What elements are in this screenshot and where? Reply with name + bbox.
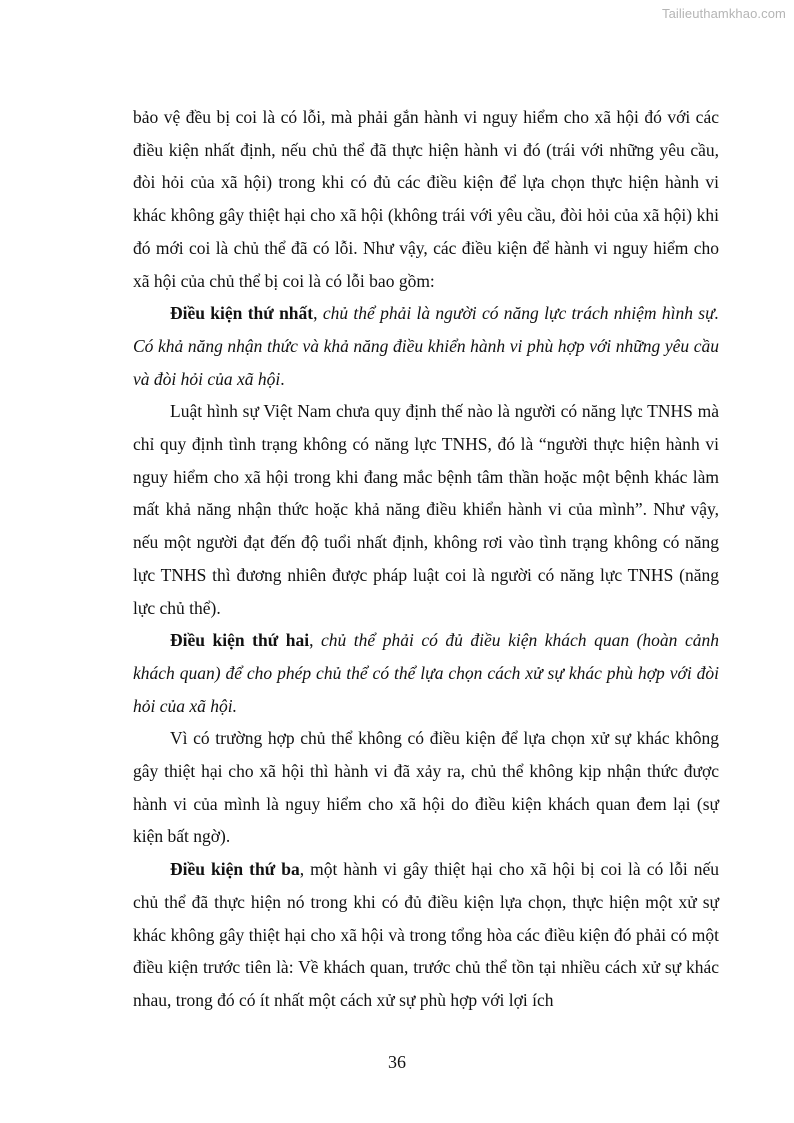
- condition-1-separator: ,: [313, 303, 323, 324]
- condition-1-heading: Điều kiện thứ nhất: [170, 303, 314, 324]
- paragraph-condition-3: [133, 853, 719, 1017]
- condition-1-text: chủ thể phải là người có năng lực trách nhiệm hình sự. Có khả năng nhận thức và khả năng điều khiển hành vi phù hợp với những yêu cầu và đòi hỏi của xã hội: [133, 303, 720, 389]
- paragraph-unexpected-event: Vì có trường hợp chủ thể không có điều kiện để lựa chọn xử sự khác không gây thiệt hại cho xã hội thì hành vi đã xảy ra, chủ thể không kịp nhận thức được hành vi của mình là nguy hiểm cho xã hội do điều kiện khách quan đem lại (sự kiện bất ngờ).: [133, 728, 719, 847]
- watermark: Tailieuthamkhao.com: [661, 6, 786, 21]
- paragraph-tnhs: Luật hình sự Việt Nam chưa quy định thế nào là người có năng lực TNHS mà chỉ quy định tình trạng không có năng lực TNHS, đó là “người thực hiện hành vi nguy hiểm cho xã hội trong khi đang mắc bệnh tâm thần hoặc một bệnh khác làm mất khả năng nhận thức hoặc khả năng điều khiển hành vi của mình”. Như vậy, nếu một người đạt đến độ tuổi nhất định, không rơi vào tình trạng không có năng lực TNHS thì đương nhiên được pháp luật coi là người có năng lực TNHS (năng lực chủ thể).: [133, 401, 719, 618]
- document-body: [133, 101, 719, 1017]
- page-number: 36: [388, 1052, 406, 1072]
- condition-3-heading: Điều kiện thứ ba: [170, 859, 300, 880]
- paragraph-intro: bảo vệ đều bị coi là có lỗi, mà phải gắn hành vi nguy hiểm cho xã hội đó với các điều kiện nhất định, nếu chủ thể đã thực hiện hành vi đó (trái với những yêu cầu, đòi hỏi của xã hội) trong khi có đủ các điều kiện để lựa chọn thực hiện hành vi khác không gây thiệt hại cho xã hội (không trái với yêu cầu, đòi hỏi của xã hội) khi đó mới coi là chủ thể đã có lỗi. Như vậy, các điều kiện để hành vi nguy hiểm cho xã hội của chủ thể bị coi là có lỗi bao gồm:: [133, 107, 719, 291]
- condition-2-heading: Điều kiện thứ hai: [170, 630, 310, 651]
- condition-2-separator: ,: [309, 630, 321, 651]
- condition-1-end: .: [280, 368, 285, 389]
- condition-2-text: chủ thể phải có đủ điều kiện khách quan (hoàn cảnh khách quan) để cho phép chủ thể có thể lựa chọn cách xử sự khác phù hợp với đòi hỏi của xã hội.: [133, 630, 719, 716]
- paragraph-condition-2: [133, 624, 719, 722]
- condition-3-text: , một hành vi gây thiệt hại cho xã hội bị coi là có lỗi nếu chủ thể đã thực hiện nó trong khi có đủ điều kiện lựa chọn, thực hiện một xử sự khác không gây thiệt hại cho xã hội và trong tổng hòa các điều kiện đó phải có một điều kiện trước tiên là: Về khách quan, trước chủ thể tồn tại nhiều cách xử sự khác nhau, trong đó có ít nhất một cách xử sự phù hợp với lợi ích: [133, 859, 719, 1010]
- paragraph-condition-1: [133, 297, 719, 395]
